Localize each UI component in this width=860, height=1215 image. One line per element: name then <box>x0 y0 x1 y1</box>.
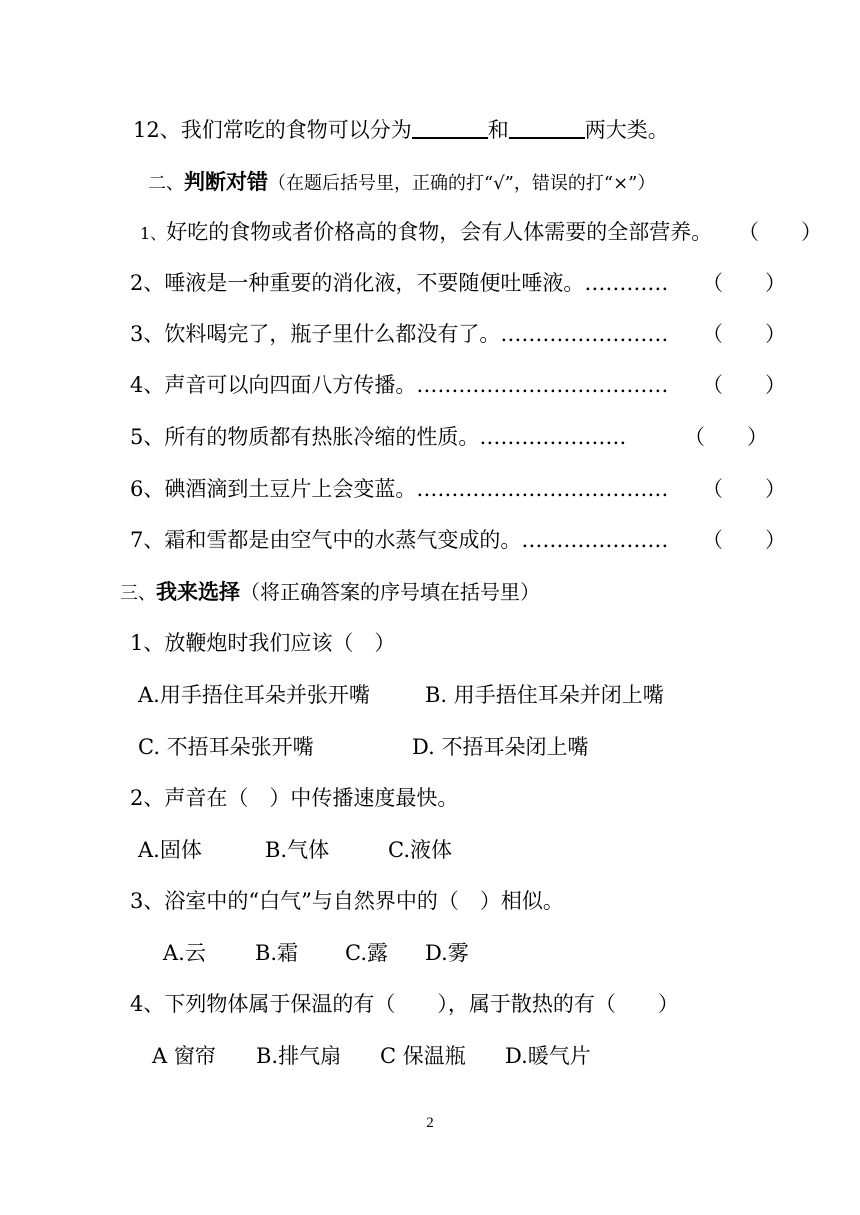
answer-parentheses[interactable]: （ ） <box>702 477 786 501</box>
judge-item-1: 1、好吃的食物或者价格高的食物，会有人体需要的全部营养。 <box>140 220 713 244</box>
answer-blank[interactable] <box>412 117 488 139</box>
option-b: B.霜 <box>255 941 299 965</box>
answer-parentheses[interactable]: （ ） <box>702 528 786 552</box>
option-b: B.气体 <box>265 838 330 862</box>
choice-question-2: 2、声音在（ ）中传播速度最快。 <box>130 786 459 810</box>
judge-item-6: 6、碘酒滴到土豆片上会变蓝。……………………………… <box>130 477 669 501</box>
option-c: C.露 <box>345 941 388 965</box>
option-c: C. 不捂耳朵张开嘴 <box>138 735 314 759</box>
question-number: 12、 <box>133 118 181 142</box>
option-a: A 窗帘 <box>152 1044 216 1068</box>
choice-question-4: 4、下列物体属于保温的有（ ），属于散热的有（ ） <box>130 992 679 1016</box>
answer-parentheses[interactable]: （ ） <box>702 271 786 295</box>
answer-parentheses[interactable]: （ ） <box>684 425 768 449</box>
judge-item-7: 7、霜和雪都是由空气中的水蒸气变成的。………………… <box>130 528 669 552</box>
judge-item-5: 5、所有的物质都有热胀冷缩的性质。………………… <box>130 425 627 449</box>
option-d: D.暖气片 <box>505 1044 591 1068</box>
option-b: B.排气扇 <box>256 1044 342 1068</box>
option-a: A.云 <box>163 941 206 965</box>
option-d: D. 不捂耳朵闭上嘴 <box>412 735 589 759</box>
option-c: C 保温瓶 <box>380 1044 466 1068</box>
question-12: 12、我们常吃的食物可以分为 和 两大类。 <box>133 118 669 142</box>
choice-question-1: 1、放鞭炮时我们应该（ ） <box>130 631 396 655</box>
answer-parentheses[interactable]: （ ） <box>702 373 786 397</box>
page-number: 2 <box>426 1115 434 1131</box>
option-d: D.雾 <box>425 941 469 965</box>
answer-parentheses[interactable]: （ ） <box>738 220 822 244</box>
answer-parentheses[interactable]: （ ） <box>702 322 786 346</box>
judge-item-4: 4、声音可以向四面八方传播。……………………………… <box>130 373 669 397</box>
answer-blank[interactable] <box>509 117 585 139</box>
choice-question-3: 3、浴室中的“白气”与自然界中的（ ）相似。 <box>130 889 564 913</box>
section-3-heading: 三、我来选择（将正确答案的序号填在括号里） <box>120 579 540 604</box>
section-2-heading: 二、判断对错（在题后括号里，正确的打“√”，错误的打“×”） <box>148 169 656 194</box>
option-a: A.固体 <box>138 838 202 862</box>
option-a: A.用手捂住耳朵并张开嘴 <box>138 683 370 707</box>
judge-item-2: 2、唾液是一种重要的消化液，不要随便吐唾液。………… <box>130 271 669 295</box>
option-b: B. 用手捂住耳朵并闭上嘴 <box>425 683 664 707</box>
option-c: C.液体 <box>388 838 452 862</box>
judge-item-3: 3、饮料喝完了，瓶子里什么都没有了。…………………… <box>130 322 669 346</box>
